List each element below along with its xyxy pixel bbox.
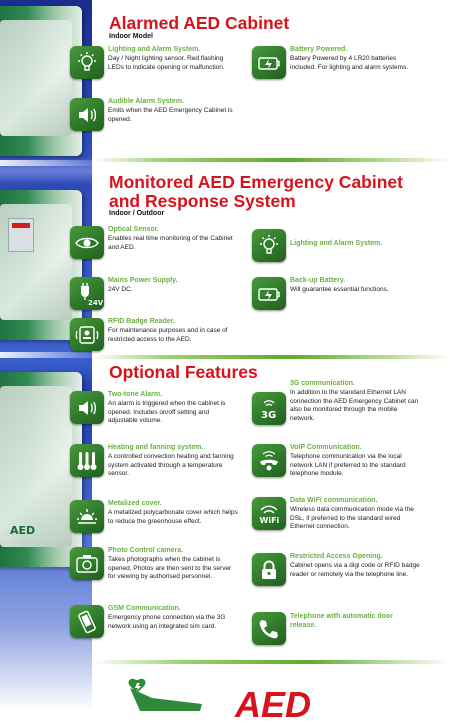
svg-text:WiFi: WiFi <box>259 515 280 525</box>
camera-icon <box>70 547 104 580</box>
feature-description: In addition to the standard Ethernet LAN connection the AED Emergency Cabinet can also be monitored through the mobile network. <box>290 389 419 422</box>
mobile-phone-icon <box>70 605 104 638</box>
svg-text:3G: 3G <box>261 409 277 421</box>
handset-icon <box>252 612 286 645</box>
feature-title: Heating and fanning system. <box>108 444 204 451</box>
feature-description: A controlled convection heating and fanning system activated through a temperature sensor. <box>108 453 234 477</box>
divider-glow <box>0 160 92 166</box>
section-subtitle: Indoor / Outdoor <box>109 210 165 217</box>
feature-title: Restricted Access Opening. <box>290 553 383 560</box>
feature-title: Audible Alarm System. <box>108 98 184 105</box>
rfid-badge-icon <box>70 318 104 351</box>
feature-description: For maintenance purposes and in case of restricted access to the AED. <box>108 327 228 343</box>
feature-description: An alarm is triggered when the cabinet is opened. Includes on/off setting and adjustable volume. <box>108 400 226 424</box>
section-title-monitored-cabinet: Monitored AED Emergency Cabinet and Response System <box>109 172 403 211</box>
cabinet-photo-1 <box>0 6 82 156</box>
wifi-icon <box>252 497 286 530</box>
feature-description: 24V DC. <box>108 286 133 293</box>
lightbulb-icon <box>252 229 286 262</box>
svg-text:24V: 24V <box>88 298 104 307</box>
eye-icon <box>70 226 104 259</box>
footer-logo-text: AED <box>235 684 312 725</box>
section-title-optional-features: Optional Features <box>109 362 258 382</box>
feature-title: VoIP Communication. <box>290 444 362 451</box>
feature-title: Data WiFi communication. <box>290 497 378 504</box>
sun-shield-icon <box>70 500 104 533</box>
section-subtitle: Indoor Model <box>109 33 153 40</box>
feature-title: Photo Control camera. <box>108 547 184 554</box>
feature-description: Wireless data communication mode via the DSL, if preferred to the standard wired Ethernet connection. <box>290 506 414 530</box>
thermometer-icon <box>70 444 104 477</box>
speaker-icon <box>70 391 104 424</box>
aed-heart-logo-icon <box>120 678 210 711</box>
feature-title: Back-up Battery. <box>290 277 346 284</box>
cabinet-photo-2 <box>0 190 82 340</box>
feature-description: Emits when the AED Emergency Cabinet is opened. <box>108 107 233 123</box>
section-divider <box>92 355 450 359</box>
feature-title: Battery Powered. <box>290 46 348 53</box>
section-divider <box>92 158 450 162</box>
feature-title: Telephone with automatic door release. <box>290 613 393 629</box>
feature-description: Day / Night lighting sensor. Red flashing LEDs to indicate opening or malfunction. <box>108 55 225 71</box>
feature-description: Takes photographs when the cabinet is opened. Photos are then sent to the server for viewing by authorised personnel. <box>108 556 232 580</box>
cabinet-photo-3: AED <box>0 372 82 567</box>
padlock-icon <box>252 553 286 586</box>
feature-description: Telephone communication via the local network LAN if preferred to the standard telephone module. <box>290 453 406 477</box>
feature-description: Battery Powered by 4 LR20 batteries included. For lighting and alarm systems. <box>290 55 409 71</box>
feature-title: Two-tone Alarm. <box>108 391 163 398</box>
battery-icon <box>252 46 286 79</box>
section-title-alarmed-cabinet: Alarmed AED Cabinet <box>109 13 290 33</box>
feature-title: Optical Sensor. <box>108 226 159 233</box>
feature-title: Lighting and Alarm System. <box>290 240 383 247</box>
feature-description: Emergency phone connection via the 3G network using an integrated sim card. <box>108 614 226 630</box>
feature-description: Will guarantee essential functions. <box>290 286 389 293</box>
feature-title: Mains Power Supply. <box>108 277 178 284</box>
divider-glow <box>0 352 92 358</box>
voip-phone-icon <box>252 444 286 477</box>
plug-24v-icon <box>70 277 104 310</box>
content-column <box>88 0 450 711</box>
footer-divider <box>92 660 450 664</box>
lightbulb-icon <box>70 46 104 79</box>
3g-icon <box>252 392 286 425</box>
feature-title: 3G communication. <box>290 380 355 387</box>
feature-description: A metalized polycarbonate cover which helps to reduce the greenhouse effect. <box>108 509 238 525</box>
speaker-icon <box>70 98 104 131</box>
feature-title: RFID Badge Reader. <box>108 318 175 325</box>
feature-title: GSM Communication. <box>108 605 181 612</box>
battery-icon <box>252 277 286 310</box>
feature-description: Enables real time monitoring of the Cabinet and AED. <box>108 235 233 251</box>
feature-title: Metalized cover. <box>108 500 162 507</box>
feature-title: Lighting and Alarm System. <box>108 46 201 53</box>
feature-description: Cabinet opens via a digi code or RFID badge reader or remotely via the telephone line. <box>290 562 420 578</box>
